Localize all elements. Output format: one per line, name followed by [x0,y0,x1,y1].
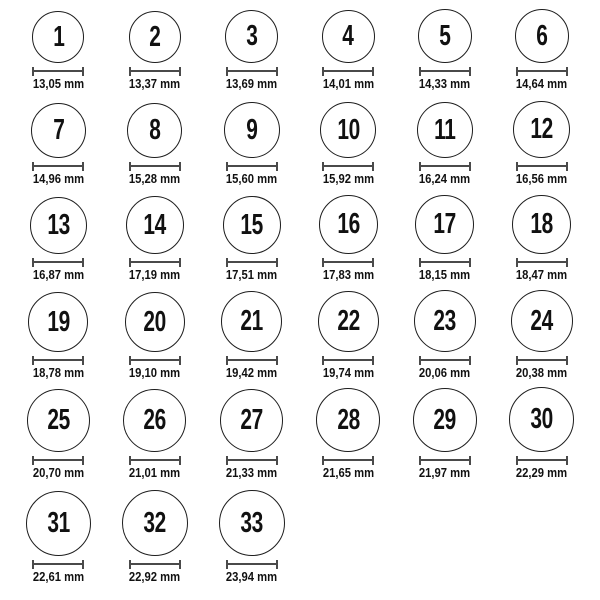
ring-size-number: 10 [337,113,360,146]
diameter-label [320,466,377,481]
ring-row [0,192,600,288]
ring-size-number: 22 [337,305,360,337]
diameter-label-text: 13,37 mm [129,77,181,92]
diameter-label-text: 20,38 mm [515,366,568,381]
diameter-label-text: 21,01 mm [129,466,181,481]
diameter-label [513,268,570,283]
diameter-label [126,466,183,481]
diameter-label [320,172,377,187]
ring-size-cell [203,490,300,585]
ring-size-number: 1 [52,20,64,53]
diameter-label-text: 21,65 mm [322,466,374,481]
diameter-ruler-icon [516,67,568,76]
diameter-ruler-icon [322,162,374,171]
ring-circle [513,101,570,158]
ring-circle [225,10,278,63]
ring-size-cell [300,102,397,187]
ring-circle [319,195,378,254]
ring-circle [123,389,186,452]
ring-row [0,486,600,590]
diameter-label [126,366,183,381]
diameter-label-text: 15,92 mm [322,172,374,187]
ring-size-number: 27 [240,404,263,436]
diameter-ruler-icon [322,456,374,465]
ring-size-cell [300,195,397,283]
ring-size-cell [107,196,204,283]
diameter-label-text: 22,61 mm [32,570,84,585]
diameter-label-text: 20,70 mm [32,466,84,481]
diameter-label [30,570,87,585]
diameter-label-text: 14,96 mm [32,172,84,187]
diameter-label-text: 14,01 mm [322,77,374,92]
diameter-label [320,77,377,92]
diameter-label [416,77,473,92]
ring-size-cell [10,11,107,92]
diameter-ruler-icon [129,560,181,569]
ring-size-cell [107,490,204,585]
ring-size-number: 19 [47,305,70,338]
diameter-label [126,172,183,187]
ring-size-cell [203,196,300,283]
diameter-label-text: 15,28 mm [129,172,181,187]
diameter-ruler-icon [516,162,568,171]
diameter-label [416,172,473,187]
ring-size-cell [10,389,107,481]
ring-size-cell [10,292,107,381]
diameter-label-text: 22,92 mm [129,570,181,585]
ring-size-cell [493,101,590,187]
ring-size-cell [397,290,494,381]
diameter-label-text: 14,33 mm [419,77,471,92]
ring-circle [512,195,571,254]
ring-circle [417,102,473,158]
ring-row [0,97,600,192]
ring-circle [27,389,90,452]
diameter-label [30,466,87,481]
ring-circle [127,103,182,158]
diameter-label-text: 16,56 mm [515,172,568,187]
diameter-label-text: 17,83 mm [322,268,374,283]
ring-size-cell [107,292,204,381]
ring-size-number: 5 [439,19,451,52]
diameter-label-text: 20,06 mm [419,366,471,381]
ring-size-cell [493,290,590,381]
diameter-label-text: 13,05 mm [32,77,84,92]
diameter-ruler-icon [516,456,568,465]
diameter-ruler-icon [419,356,471,365]
diameter-label-text: 22,29 mm [515,466,568,481]
ring-size-cell [203,10,300,92]
ring-size-number: 26 [143,404,167,436]
ring-circle [126,196,184,254]
ring-size-cell [300,10,397,92]
diameter-label [416,366,473,381]
diameter-label [223,366,280,381]
ring-size-number: 9 [246,113,258,146]
ring-circle [122,490,188,556]
diameter-ruler-icon [32,560,84,569]
diameter-label-text: 17,51 mm [225,268,278,283]
diameter-ruler-icon [419,456,471,465]
ring-size-number: 31 [47,507,70,539]
diameter-label-text: 14,64 mm [515,77,568,92]
diameter-ruler-icon [516,356,568,365]
diameter-ruler-icon [226,258,278,267]
diameter-label [223,268,280,283]
ring-circle [418,9,472,63]
diameter-label [223,570,280,585]
ring-size-number: 23 [433,304,457,337]
ring-size-cell [107,389,204,481]
diameter-label-text: 18,47 mm [515,268,568,283]
ring-circle [26,491,91,556]
ring-size-number: 21 [240,305,263,337]
diameter-ruler-icon [322,258,374,267]
ring-size-number: 30 [530,403,553,435]
diameter-ruler-icon [419,162,471,171]
ring-circle [509,387,574,452]
ring-circle [413,388,477,452]
diameter-label [513,466,570,481]
diameter-label-text: 19,10 mm [129,366,181,381]
diameter-ruler-icon [129,162,181,171]
diameter-ruler-icon [129,258,181,267]
ring-size-cell [203,389,300,481]
diameter-label-text: 18,15 mm [419,268,471,283]
diameter-label-text: 18,78 mm [32,366,84,381]
ring-size-cell [493,9,590,92]
ring-size-cell [397,388,494,481]
ring-size-number: 28 [337,403,360,436]
diameter-label [126,570,183,585]
diameter-ruler-icon [322,67,374,76]
ring-size-number: 8 [149,114,161,146]
ring-circle [32,11,84,63]
diameter-label [126,268,183,283]
diameter-label [320,366,377,381]
diameter-label-text: 21,97 mm [419,466,471,481]
ring-size-cell [203,102,300,187]
ring-circle [219,490,285,556]
ring-circle [28,292,88,352]
ring-size-number: 25 [47,404,70,436]
ring-circle [316,388,380,452]
diameter-label-text: 16,87 mm [32,268,84,283]
diameter-ruler-icon [129,67,181,76]
ring-size-number: 17 [433,208,457,240]
ring-size-cell [300,388,397,481]
diameter-ruler-icon [516,258,568,267]
diameter-label-text: 19,74 mm [322,366,374,381]
diameter-label [30,268,87,283]
diameter-label [416,268,473,283]
diameter-ruler-icon [419,67,471,76]
ring-size-number: 3 [246,20,258,52]
diameter-label [513,366,570,381]
diameter-label [416,466,473,481]
diameter-label [30,77,87,92]
ring-size-number: 32 [143,506,167,539]
ring-circle [224,102,280,158]
diameter-label [223,466,280,481]
ring-size-cell [203,291,300,381]
ring-size-number: 2 [149,20,161,53]
ring-size-number: 33 [240,506,263,539]
diameter-ruler-icon [419,258,471,267]
ring-size-number: 13 [47,209,70,241]
ring-size-cell [397,9,494,92]
ring-size-number: 24 [530,304,553,337]
diameter-ruler-icon [32,258,84,267]
diameter-label [223,172,280,187]
diameter-label-text: 19,42 mm [225,366,278,381]
ring-circle [129,11,181,63]
diameter-ruler-icon [32,456,84,465]
diameter-ruler-icon [129,356,181,365]
ring-circle [223,196,281,254]
ring-circle [30,197,87,254]
diameter-ruler-icon [32,67,84,76]
ring-row [0,288,600,386]
diameter-label-text: 17,19 mm [129,268,181,283]
diameter-ruler-icon [226,356,278,365]
ring-size-cell [300,291,397,381]
ring-size-cell [10,103,107,187]
ring-size-cell [493,387,590,481]
diameter-label [320,268,377,283]
ring-circle [220,389,283,452]
diameter-label [513,77,570,92]
diameter-label [126,77,183,92]
ring-size-cell [10,491,107,585]
ring-size-cell [397,102,494,187]
ring-size-number: 20 [143,305,167,338]
ring-circle [515,9,569,63]
diameter-label [30,172,87,187]
diameter-ruler-icon [32,356,84,365]
ring-size-cell [107,103,204,187]
ring-circle [511,290,573,352]
ring-circle [415,195,474,254]
ring-size-number: 7 [52,114,64,146]
diameter-ruler-icon [226,67,278,76]
diameter-ruler-icon [32,162,84,171]
diameter-label-text: 15,60 mm [225,172,278,187]
ring-size-number: 18 [530,208,553,240]
diameter-label-text: 16,24 mm [419,172,471,187]
ring-size-number: 14 [143,208,167,241]
ring-circle [221,291,282,352]
ring-size-number: 6 [535,19,548,52]
diameter-label-text: 23,94 mm [225,570,278,585]
diameter-label [513,172,570,187]
ring-size-number: 4 [342,20,354,52]
diameter-label-text: 21,33 mm [225,466,278,481]
ring-circle [414,290,476,352]
ring-size-number: 16 [337,208,360,240]
ring-circle [320,102,376,158]
ring-size-cell [10,197,107,283]
diameter-ruler-icon [226,456,278,465]
diameter-ruler-icon [226,560,278,569]
diameter-ruler-icon [129,456,181,465]
diameter-label [223,77,280,92]
ring-size-cell [107,11,204,92]
ring-row [0,2,600,97]
ring-size-number: 29 [433,403,457,436]
ring-circle [322,10,375,63]
ring-circle [31,103,86,158]
ring-circle [125,292,185,352]
ring-size-cell [493,195,590,283]
ring-circle [318,291,379,352]
diameter-ruler-icon [322,356,374,365]
diameter-ruler-icon [226,162,278,171]
ring-size-number: 15 [240,208,263,241]
ring-size-cell [397,195,494,283]
ring-size-number: 12 [530,113,553,145]
diameter-label [30,366,87,381]
ring-size-number: 11 [434,113,456,146]
diameter-label-text: 13,69 mm [225,77,278,92]
ring-row [0,386,600,486]
